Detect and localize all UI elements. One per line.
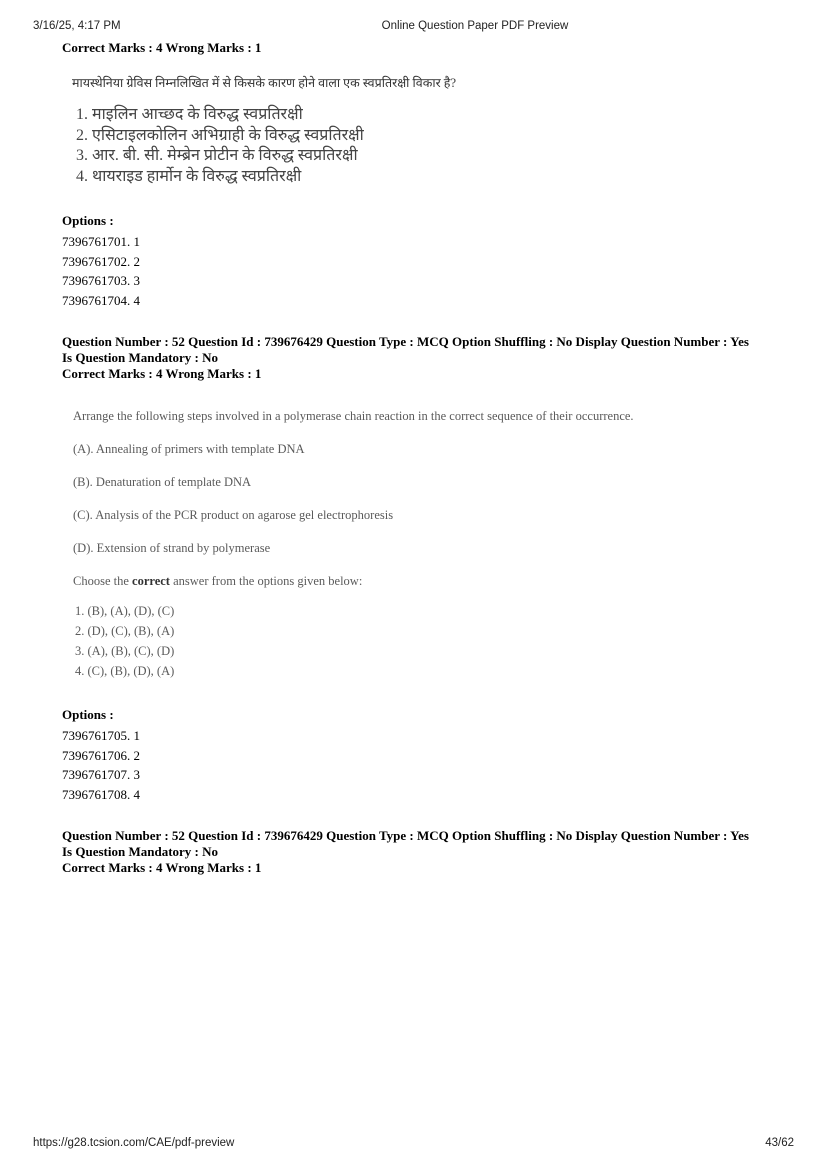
q52-option: 7396761707. 3 bbox=[62, 767, 140, 782]
print-datetime: 3/16/25, 4:17 PM bbox=[33, 20, 121, 32]
q-top-marks: Correct Marks : 4 Wrong Marks : 1 bbox=[62, 40, 262, 55]
q52-step: (C). Analysis of the PCR product on agarose gel electrophoresis bbox=[73, 508, 394, 522]
q-top-choice: 1. माइलिन आच्छद के विरुद्ध स्वप्रतिरक्षी bbox=[76, 106, 303, 123]
q-top-option: 7396761701. 1 bbox=[62, 234, 140, 249]
q-top-option: 7396761702. 2 bbox=[62, 253, 140, 269]
q-top-choice: 3. आर. बी. सी. मेम्ब्रेन प्रोटीन के विरुद्ध स्वप्रतिरक्षी bbox=[76, 147, 358, 164]
q52-step: (A). Annealing of primers with template DNA bbox=[73, 442, 305, 456]
q-top-choice: 4. थायराइड हार्मोन के विरुद्ध स्वप्रतिरक्षी bbox=[76, 167, 302, 185]
q52-stem: Arrange the following steps involved in a polymerase chain reaction in the correct sequence of their occurrence. bbox=[73, 409, 634, 423]
q52-meta: Question Number : 52 Question Id : 739676429 Question Type : MCQ Option Shuffling : No Display Question Number : Yes bbox=[62, 334, 749, 349]
q52-step: (B). Denaturation of template DNA bbox=[73, 475, 252, 489]
q52-choice: 3. (A), (B), (C), (D) bbox=[75, 644, 175, 658]
q52b-meta: Question Number : 52 Question Id : 739676429 Question Type : MCQ Option Shuffling : No Display Question Number : Yes bbox=[62, 828, 749, 843]
q-top-stem: मायस्थेनिया ग्रेविस निम्नलिखित में से किसके कारण होने वाला एक स्वप्रतिरक्षी विकार है? bbox=[72, 76, 456, 90]
q-top-option: 7396761703. 3 bbox=[62, 273, 140, 288]
q52-option: 7396761708. 4 bbox=[62, 786, 140, 802]
q-top-options-title: Options : bbox=[62, 213, 114, 228]
q52-choice: 4. (C), (B), (D), (A) bbox=[75, 664, 175, 678]
q52-mandatory: Is Question Mandatory : No bbox=[62, 350, 219, 365]
q52-choice: 1. (B), (A), (D), (C) bbox=[75, 604, 175, 618]
print-url: https://g28.tcsion.com/CAE/pdf-preview bbox=[33, 1137, 235, 1149]
q52-instruction: Choose the correct answer from the options given below: bbox=[73, 574, 363, 588]
q52-option: 7396761705. 1 bbox=[62, 728, 140, 743]
page-number: 43/62 bbox=[765, 1137, 794, 1149]
q-top-choice: 2. एसिटाइलकोलिन अभिग्राही के विरुद्ध स्वप्रतिरक्षी bbox=[76, 126, 364, 144]
q52b-mandatory: Is Question Mandatory : No bbox=[62, 844, 219, 859]
q-top-option: 7396761704. 4 bbox=[62, 292, 140, 308]
q52-step: (D). Extension of strand by polymerase bbox=[73, 541, 271, 555]
q52-options-title: Options : bbox=[62, 707, 114, 722]
q52-choice: 2. (D), (C), (B), (A) bbox=[75, 624, 175, 638]
q52-question-image bbox=[73, 382, 782, 681]
q52-choices bbox=[75, 601, 782, 681]
q-top-choices bbox=[76, 105, 782, 187]
page-content bbox=[62, 40, 782, 876]
q52-marks: Correct Marks : 4 Wrong Marks : 1 bbox=[62, 366, 262, 381]
print-title: Online Question Paper PDF Preview bbox=[381, 20, 569, 32]
q52b-marks: Correct Marks : 4 Wrong Marks : 1 bbox=[62, 860, 262, 875]
q52-option: 7396761706. 2 bbox=[62, 747, 140, 763]
